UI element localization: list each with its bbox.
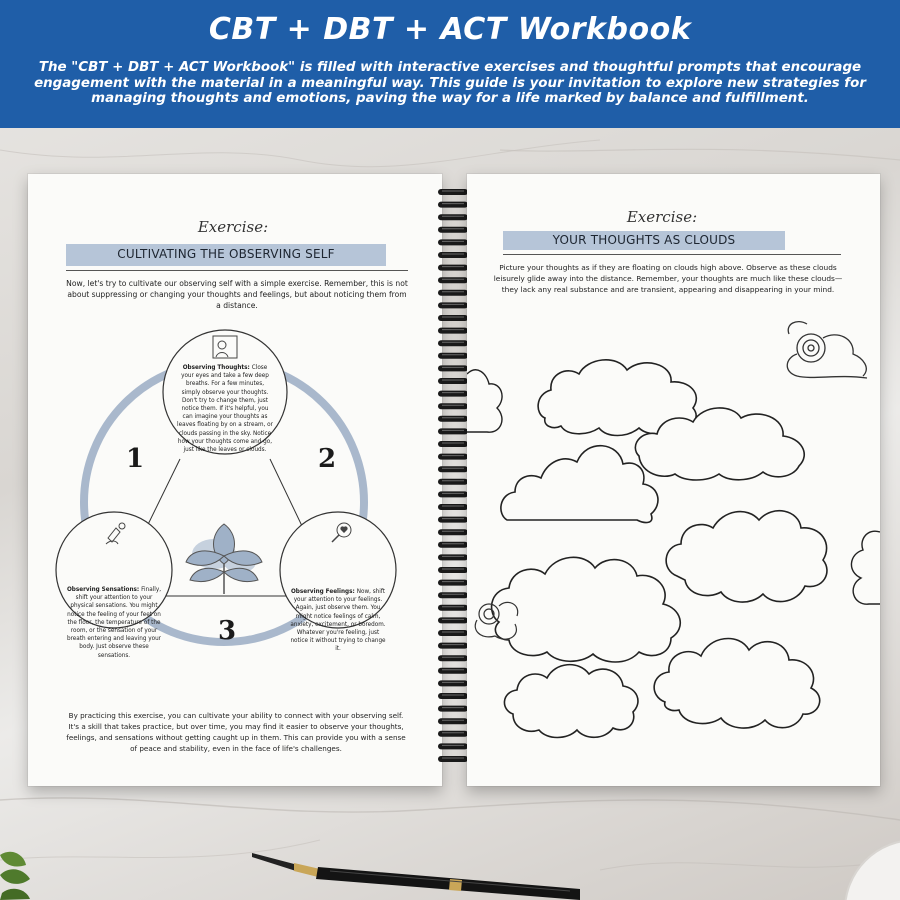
spiral-ring: [438, 605, 468, 611]
left-closing: By practicing this exercise, you can cultivate your ability to connect with your observing self. It's a skill that takes practice, but over time, you may find it easier to observe your thoughts, feelings, and sensations without getting caught up in them. This can provide you with a sense of peace and stability, even in the face of life's challenges.: [66, 711, 406, 753]
cloud-edge-right: [851, 531, 880, 604]
spiral-ring: [438, 567, 468, 573]
spiral-ring: [438, 265, 468, 271]
spiral-ring: [438, 328, 468, 334]
fountain-pen: [250, 845, 580, 900]
cloud-5: [492, 557, 681, 662]
spiral-ring: [438, 718, 468, 724]
circle-number-3: 3: [218, 616, 237, 646]
observing-feelings-body: Now, shift your attention to your feelings. Again, just observe them. You might notice feelings of calm, anxiety, excitement, or boredom. Whatever you're feeling, just notice it without trying to change it.: [290, 589, 386, 653]
observing-sensations-body: Finally, shift your attention to your physical sensations. You might notice the feeling of your feet on the floor, the temperature of the room, or the sensation of your breath entering and leaving your body. Just observe these sensations.: [66, 587, 162, 659]
observing-thoughts-heading: Observing Thoughts:: [182, 365, 252, 371]
spiral-ring: [438, 731, 468, 737]
spiral-ring: [438, 580, 468, 586]
spiral-ring: [438, 668, 468, 674]
spiral-ring: [438, 202, 468, 208]
spiral-ring: [438, 466, 468, 472]
spiral-ring: [438, 592, 468, 598]
spiral-ring: [438, 655, 468, 661]
spiral-ring: [438, 630, 468, 636]
leaf-icon: [186, 524, 262, 594]
spiral-ring: [438, 554, 468, 560]
spiral-ring: [438, 365, 468, 371]
right-page: [467, 174, 880, 786]
spiral-ring: [438, 643, 468, 649]
header-banner: [0, 0, 900, 128]
cloud-edge-left: [467, 370, 502, 432]
left-page-title: CULTIVATING THE OBSERVING SELF: [66, 244, 386, 266]
observing-sensations-text: [64, 586, 164, 660]
spiral-ring: [438, 454, 468, 460]
cloud-3: [501, 446, 658, 523]
observing-thoughts-body: Close your eyes and take a few deep breaths. For a few minutes, simply observe your thoughts. Don't try to change them, just notice them. If it's helpful, you can imagine your thoughts as leaves floating by on a stream, or clouds passing in the sky. Notice how your thoughts come and go, just like the leaves or clouds.: [177, 365, 273, 454]
spiral-ring: [438, 315, 468, 321]
spiral-binding: [436, 185, 470, 770]
spiral-ring: [438, 504, 468, 510]
spiral-ring: [438, 743, 468, 749]
spiral-ring: [438, 693, 468, 699]
spiral-ring: [438, 517, 468, 523]
observing-feelings-text: [290, 588, 386, 654]
spiral-ring: [438, 353, 468, 359]
cloud-6: [654, 639, 820, 729]
right-page-title: YOUR THOUGHTS AS CLOUDS: [503, 231, 785, 250]
left-intro: Now, let's try to cultivate our observing self with a simple exercise. Remember, this is not about suppressing or changing your thoughts and feelings, but about noticing them from a distance.: [66, 279, 408, 310]
circle-number-2: 2: [318, 444, 337, 474]
swirl-cloud-top-right: [787, 322, 867, 378]
plate-edge: [825, 830, 900, 900]
banner-title: CBT + DBT + ACT Workbook: [208, 12, 692, 47]
right-script-heading: Exercise:: [626, 208, 698, 226]
spiral-ring: [438, 302, 468, 308]
circle-number-1: 1: [126, 444, 145, 474]
spiral-ring: [438, 340, 468, 346]
spiral-ring: [438, 290, 468, 296]
spiral-ring: [438, 378, 468, 384]
spiral-ring: [438, 416, 468, 422]
observing-feelings-heading: Observing Feelings:: [290, 589, 357, 595]
spiral-ring: [438, 428, 468, 434]
banner-description: The "CBT + DBT + ACT Workbook" is filled with interactive exercises and thoughtful prompts that encourage engagement with the material in a meaningful way. This guide is your invitation to explore new strategies for managing thoughts and emotions, paving the way for a life marked by balance and fulfillment.: [34, 60, 866, 107]
spiral-ring: [438, 239, 468, 245]
spiral-ring: [438, 706, 468, 712]
spiral-ring: [438, 252, 468, 258]
spiral-ring: [438, 680, 468, 686]
spiral-ring: [438, 189, 468, 195]
spiral-ring: [438, 479, 468, 485]
spiral-ring: [438, 391, 468, 397]
left-page: [28, 174, 442, 786]
spiral-ring: [438, 542, 468, 548]
spiral-ring: [438, 277, 468, 283]
left-title-rule: [66, 270, 408, 271]
spiral-ring: [438, 617, 468, 623]
right-intro: Picture your thoughts as if they are floating on clouds high above. Observe as these clouds leisurely glide away into the distance. Remember, your thoughts are much like these clouds—they lack any real substance and are transient, appearing and disappearing in your mind.: [493, 263, 843, 294]
left-script-heading: Exercise:: [197, 218, 269, 236]
plant-leaves: [0, 835, 40, 900]
spiral-ring: [438, 227, 468, 233]
spiral-ring: [438, 403, 468, 409]
spiral-ring: [438, 441, 468, 447]
spiral-ring: [438, 756, 468, 762]
cloud-4: [666, 511, 827, 602]
observing-sensations-heading: Observing Sensations:: [66, 587, 142, 593]
spiral-ring: [438, 529, 468, 535]
cloud-7: [504, 665, 638, 738]
observing-thoughts-text: [176, 364, 274, 454]
spiral-ring: [438, 491, 468, 497]
spiral-ring: [438, 214, 468, 220]
right-title-rule: [503, 254, 841, 255]
clouds-illustration: [467, 314, 880, 774]
